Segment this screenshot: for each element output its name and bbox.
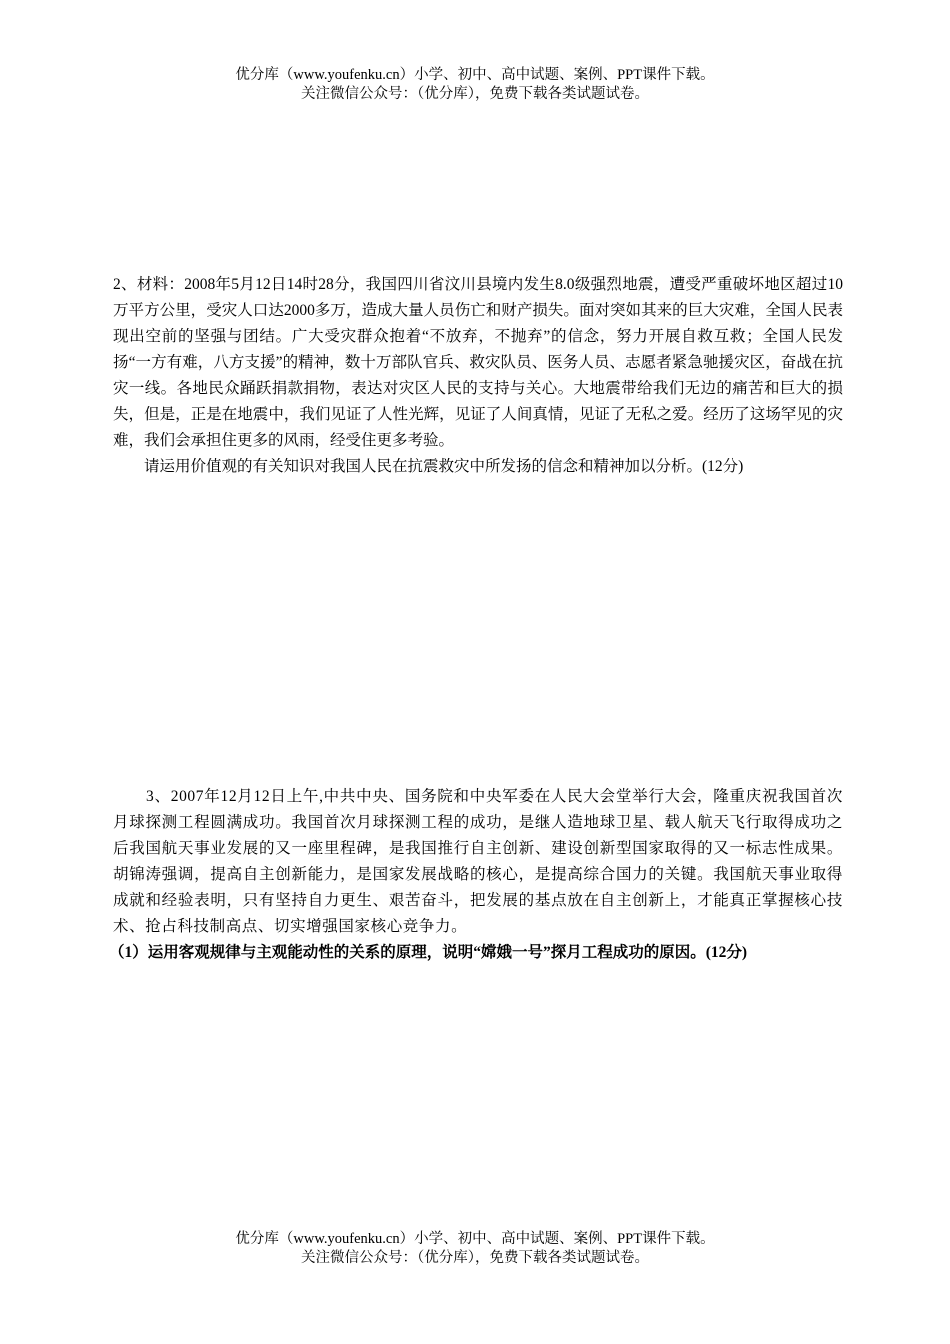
- question-3-sub-1: （1）运用客观规律与主观能动性的关系的原理，说明“嫦娥一号”探月工程成功的原因。(12分): [109, 944, 748, 961]
- question-2-material: 2、材料：2008年5月12日14时28分，我国四川省汶川县境内发生8.0级强烈地震，遭受严重破坏地区超过10万平方公里，受灾人口达2000多万，造成大量人员伤亡和财产损失。面对突如其来的巨大灾难，全国人民表现出空前的坚强与团结。广大受灾群众抱着“不放弃，不抛弃”的信念，努力开展自救互救；全国人民发扬“一方有难，八方支援”的精神，数十万部队官兵、救灾队员、医务人员、志愿者紧急驰援灾区，奋战在抗灾一线。各地民众踊跃捐款捐物，表达对灾区人民的支持与关心。大地震带给我们无边的痛苦和巨大的损失，但是，正是在地震中，我们见证了人性光辉，见证了人间真情，见证了无私之爱。经历了这场罕见的灾难，我们会承担住更多的风雨，经受住更多考验。: [113, 276, 843, 449]
- question-2: [113, 272, 843, 480]
- question-2-prompt: 请运用价值观的有关知识对我国人民在抗震救灾中所发扬的信念和精神加以分析。(12分): [144, 458, 744, 475]
- page-header: [0, 66, 950, 104]
- page-footer: [0, 1230, 950, 1268]
- footer-line-2: 关注微信公众号：（优分库），免费下载各类试题试卷。: [301, 1250, 649, 1266]
- header-line-2: 关注微信公众号：（优分库），免费下载各类试题试卷。: [301, 86, 649, 102]
- footer-line-1: 优分库（www.youfenku.cn）小学、初中、高中试题、案例、PPT课件下载。: [235, 1231, 715, 1247]
- question-3-material: 3、2007年12月12日上午,中共中央、国务院和中央军委在人民大会堂举行大会，隆重庆祝我国首次月球探测工程圆满成功。我国首次月球探测工程的成功，是继人造地球卫星、载人航天飞行取得成功之后我国航天事业发展的又一座里程碑，是我国推行自主创新、建设创新型国家取得的又一标志性成果。胡锦涛强调，提高自主创新能力，是国家发展战略的核心，是提高综合国力的关键。我国航天事业取得成就和经验表明，只有坚持自力更生、艰苦奋斗，把发展的基点放在自主创新上，才能真正掌握核心技术、抢占科技制高点、切实增强国家核心竞争力。: [113, 788, 843, 935]
- question-3: [109, 784, 843, 966]
- header-line-1: 优分库（www.youfenku.cn）小学、初中、高中试题、案例、PPT课件下载。: [235, 67, 715, 83]
